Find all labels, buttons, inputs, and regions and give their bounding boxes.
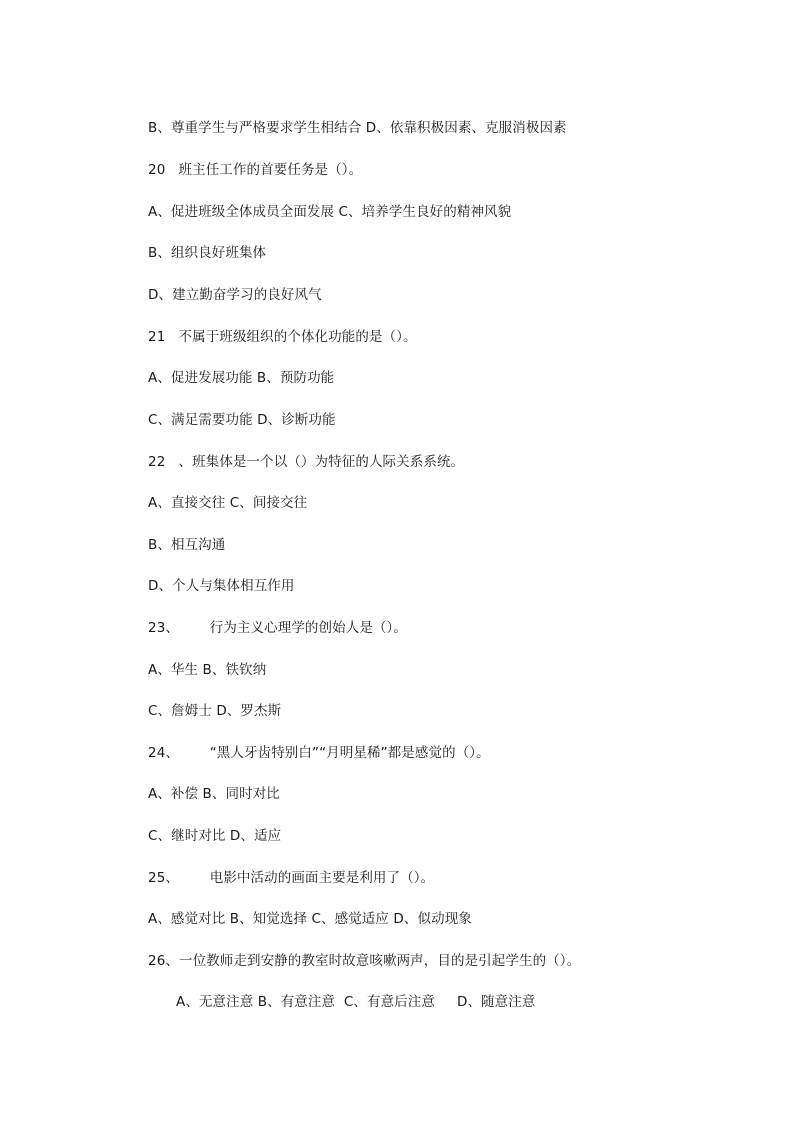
option-line: A、补偿 B、同时对比 (148, 786, 280, 802)
option-line: A、促进班级全体成员全面发展 C、培养学生良好的精神风貌 (148, 204, 512, 220)
option-line: B、尊重学生与严格要求学生相结合 D、依靠积极因素、克服消极因素 (148, 120, 567, 136)
question-24: 24、 “黑人牙齿特别白”“月明星稀”都是感觉的（）。 (148, 745, 490, 761)
option-line: A、直接交往 C、间接交往 (148, 495, 308, 511)
question-22: 22 、班集体是一个以（）为特征的人际关系系统。 (148, 454, 465, 470)
option-line: A、无意注意 B、有意注意 C、有意后注意 D、随意注意 (176, 994, 536, 1010)
option-line: D、建立勤奋学习的良好风气 (148, 287, 322, 303)
question-23: 23、 行为主义心理学的创始人是（）。 (148, 620, 407, 636)
option-line: C、詹姆士 D、罗杰斯 (148, 703, 282, 719)
option-line: B、组织良好班集体 (148, 245, 267, 261)
option-line: A、促进发展功能 B、预防功能 (148, 370, 335, 386)
question-25: 25、 电影中活动的画面主要是利用了（）。 (148, 870, 435, 886)
option-line: C、满足需要功能 D、诊断功能 (148, 412, 336, 428)
option-line: A、感觉对比 B、知觉选择 C、感觉适应 D、似动现象 (148, 911, 472, 927)
option-line: C、继时对比 D、适应 (148, 828, 282, 844)
option-line: A、华生 B、铁钦纳 (148, 662, 267, 678)
option-line: D、个人与集体相互作用 (148, 578, 295, 594)
question-26: 26、一位教师走到安静的教室时故意咳嗽两声，目的是引起学生的（）。 (148, 953, 581, 969)
question-21: 21 不属于班级组织的个体化功能的是（）。 (148, 329, 417, 345)
option-line: B、相互沟通 (148, 537, 226, 553)
question-20: 20 班主任工作的首要任务是（）。 (148, 162, 363, 178)
